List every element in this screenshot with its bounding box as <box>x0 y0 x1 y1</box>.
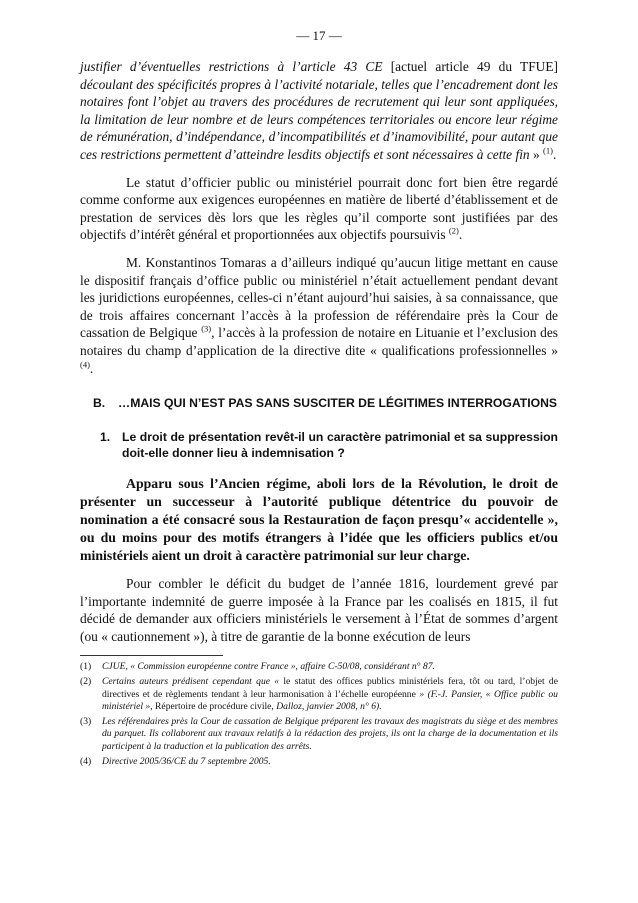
budget-paragraph: Pour combler le déficit du budget de l’année 1816, lourdement grevé par l’importante indemnité de guerre imposée à la France par les coalisés en 1815, il fut décidé de demander aux officiers ministériels le versement à l’État de sommes d’argent (ou « cautionnement »), à titre de garantie de la bonne exécution de leurs <box>80 576 558 644</box>
footnote-2 <box>80 676 558 714</box>
subsection-1-heading <box>80 429 558 461</box>
history-paragraph: Apparu sous l’Ancien régime, aboli lors de la Révolution, le droit de présenter un successeur à l’autorité publique détentrice du pouvoir de nomination a été consacré sous la Restauration de façon presqu’« accidentelle », ou du moins pour des motifs étrangers à l’idée que les officiers publics et/ou ministériels aient un droit à caractère patrimonial sur leur charge. <box>80 476 558 564</box>
footnote-4-label: (4) <box>80 755 92 767</box>
footnote-ref-1[interactable]: (1) <box>543 145 553 156</box>
statut-paragraph <box>80 174 558 244</box>
footnote-2-d: , Répertoire de procédure civile, <box>150 701 277 713</box>
quote-part-c: découlant des spécificités propres à l’activité notariale, telles que l’encadrement dont les notaires font l’objet au travers des procédures de recrutement qui leur sont appliquées, la limitation de leur nombre et de leurs compétences territoriales ou encore leur régime de rémunération, d’indépendance, d’incompatibilités et d’inamovibilité, pour autant que ces restrictions permettent d’atteindre lesdits objectifs et sont nécessaires à cette fin <box>80 76 558 162</box>
footnote-3 <box>80 716 558 754</box>
footnote-1 <box>80 661 558 674</box>
footnote-ref-2[interactable]: (2) <box>448 225 459 236</box>
statut-text: Le statut d’officier public ou ministériel pourrait donc fort bien être regardé comme conforme aux exigences européennes en matière de liberté d’établissement et de prestation de services dès lors que les règles qu’il comporte sont justifiées par des objectifs d’intérêt général et proportionnées aux objectifs poursuivis <box>80 174 558 243</box>
footnote-ref-4[interactable]: (4) <box>80 359 90 370</box>
quote-part-e: . <box>552 146 557 162</box>
tomaras-part-b: , l’accès à la profession de notaire en Lituanie et l’exclusion des notaires du champ d’application de la directive dite « qualifications professionnelles » <box>80 325 558 358</box>
footnote-ref-3[interactable]: (3) <box>201 323 212 334</box>
section-b-heading <box>80 395 558 411</box>
footnote-divider <box>80 655 223 656</box>
quote-paragraph <box>80 58 558 164</box>
footnote-3-label: (3) <box>80 715 92 727</box>
document-page <box>80 28 558 770</box>
tomaras-paragraph <box>80 254 558 377</box>
subsection-1-label: 1. <box>100 430 111 445</box>
footnote-2-a: Certains auteurs prédisent cependant que « <box>102 676 280 688</box>
footnote-1-text: CJUE, « Commission européenne contre France », affaire C-50/08, considérant n° 87. <box>102 661 435 673</box>
quote-part-b: [actuel article 49 du TFUE] <box>382 59 558 74</box>
tomaras-part-a: M. Konstantinos Tomaras a d’ailleurs indiqué qu’aucun litige mettant en cause le dispositif français d’office public ou ministériel n’était actuellement pendant devant les juridictions européennes, celles-ci n’étant aujourd’hui saisies, à sa connaissance, que de trois affaires concernant l’accès à la profession de référendaire près la Cour de cassation de Belgique <box>80 254 558 341</box>
footnote-2-label: (2) <box>80 676 92 688</box>
footnote-1-label: (1) <box>80 661 92 673</box>
footnote-2-e: Dalloz, janvier 2008, n° 6). <box>276 701 382 713</box>
footnote-3-text: Les référendaires près la Cour de cassation de Belgique préparent les travaux des magistrats du siège et des membres du parquet. Ils collaborent aux travaux relatifs à la rédaction des projets, ils ont la charge de la documentation et ils participent à la traduction et la publication des arrêts. <box>102 715 558 753</box>
footnote-2-text <box>102 676 558 714</box>
footnote-4 <box>80 756 558 769</box>
statut-end: . <box>458 227 463 243</box>
tomaras-part-c: . <box>89 360 94 376</box>
quote-part-a: justifier d’éventuelles restrictions à l’article 43 CE <box>80 59 383 74</box>
footnote-2-b: le statut des offices publics ministériels fera, tôt ou tard, l’objet de directives et de règlements tendant à leur harmonisation à l’échelle européenne <box>102 676 558 700</box>
page-number: — 17 — <box>296 28 342 43</box>
footnote-2-c: » (F.-J. Pansier, « Office public ou ministériel » <box>102 688 558 713</box>
quote-part-d: » <box>529 146 540 162</box>
section-b-title: …MAIS QUI N’EST PAS SANS SUSCITER DE LÉGITIMES INTERROGATIONS <box>118 396 558 411</box>
footnote-4-text: Directive 2005/36/CE du 7 septembre 2005. <box>102 755 271 767</box>
section-b-label: B. <box>93 396 106 411</box>
subsection-1-title: Le droit de présentation revêt-il un caractère patrimonial et sa suppression doit-elle donner lieu à indemnisation ? <box>122 430 558 461</box>
